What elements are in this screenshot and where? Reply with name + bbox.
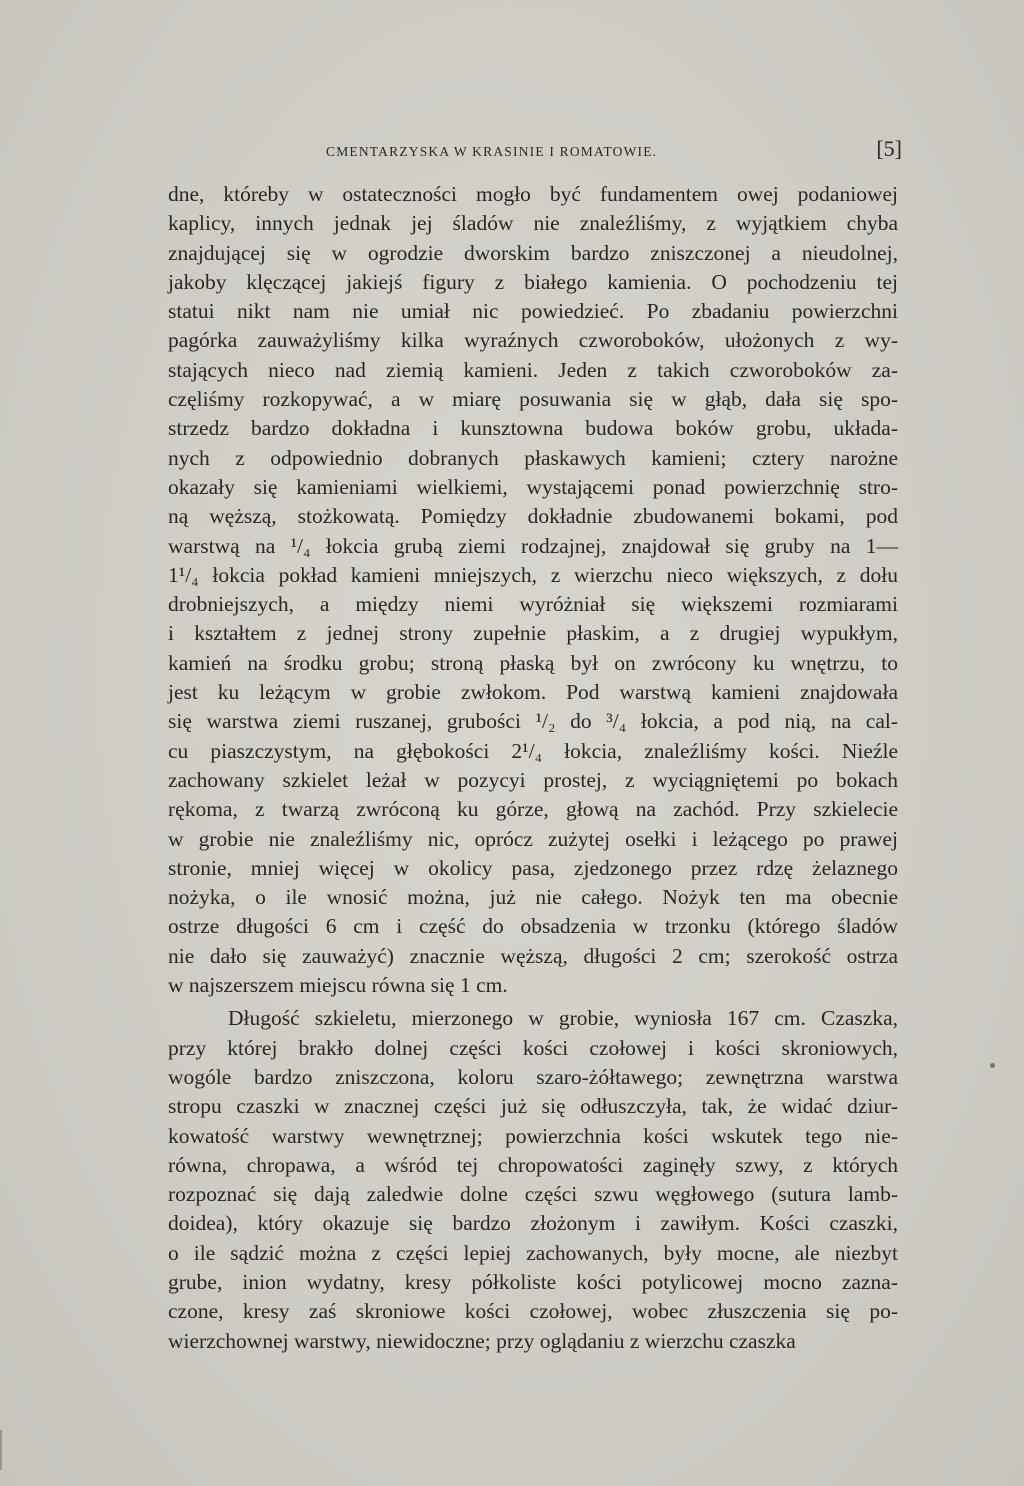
text-line: okazały się kamieniami wielkiemi, wystającemi ponad powierzchnię stro- — [168, 474, 898, 499]
text-line: kaplicy, innych jednak jej śladów nie znaleźliśmy, z wyjątkiem chyba — [168, 211, 898, 236]
text-line: i kształtem z jednej strony zupełnie płaskim, a z drugiej wypukłym, — [168, 621, 898, 646]
text-line: kowatość warstwy wewnętrznej; powierzchnia kości wskutek tego nie- — [168, 1123, 898, 1148]
page-header — [168, 136, 902, 164]
text-line: równa, chropawa, a wśród tej chropowatości zaginęły szwy, z których — [168, 1152, 898, 1177]
text-line: w grobie nie znaleźliśmy nic, oprócz zużytej osełki i leżącego po prawej — [168, 826, 898, 851]
text-line: warstwą na ¹/₄ łokcia grubą ziemi rodzajnej, znajdował się gruby na 1— — [168, 533, 898, 558]
running-title: CMENTARZYSKA W KRASINIE I ROMATOWIE. — [326, 144, 658, 159]
text-line: o ile sądzić można z części lepiej zachowanych, były mocne, ale niezbyt — [168, 1240, 898, 1265]
text-line: jakoby klęczącej jakiejś figury z białego kamienia. O pochodzeniu tej — [168, 269, 898, 294]
text-line: 1¹/₄ łokcia pokład kamieni mniejszych, z wierzchu nieco większych, z dołu — [168, 562, 898, 587]
text-line: jest ku leżącym w grobie zwłokom. Pod warstwą kamieni znajdowała — [168, 680, 898, 705]
text-line: nych z odpowiednio dobranych płaskawych kamieni; cztery narożne — [168, 445, 898, 470]
text-line: grube, inion wydatny, kresy półkoliste kości potylicowej mocno zazna- — [168, 1269, 898, 1294]
text-line: przy której brakło dolnej części kości czołowej i kości skroniowych, — [168, 1035, 898, 1060]
page-edge-mark — [0, 1430, 2, 1470]
paper-speck — [990, 1063, 995, 1068]
text-line: Długość szkieletu, mierzonego w grobie, wyniosła 167 cm. Czaszka, — [228, 1006, 898, 1031]
text-line: nie dało się zauważyć) znacznie węższą, długości 2 cm; szerokość ostrza — [168, 943, 898, 968]
text-line: wogóle bardzo zniszczona, koloru szaro-żółtawego; zewnętrzna warstwa — [168, 1064, 898, 1089]
text-line: w najszerszem miejscu równa się 1 cm. — [168, 973, 508, 998]
page-number: [5] — [876, 136, 902, 161]
text-line: znajdującej się w ogrodzie dworskim bardzo zniszczonej a nieudolnej, — [168, 240, 898, 265]
paragraph — [168, 1004, 898, 1356]
text-line: kamień na środku grobu; stroną płaską był on zwrócony ku wnętrzu, to — [168, 650, 898, 675]
paragraph — [168, 180, 898, 1000]
text-line: częliśmy rozkopywać, a w miarę posuwania się w głąb, dała się spo- — [168, 387, 898, 412]
text-line: stronie, mniej więcej w okolicy pasa, zjedzonego przez rdzę żelaznego — [168, 855, 898, 880]
text-line: strzedz bardzo dokładna i kunsztowna budowa boków grobu, układa- — [168, 416, 898, 441]
text-line: się warstwa ziemi ruszanej, grubości ¹/₂ do ³/₄ łokcia, a pod nią, na cal- — [168, 709, 898, 734]
body-text — [168, 180, 898, 1356]
text-line: pagórka zauważyliśmy kilka wyraźnych czworoboków, ułożonych z wy- — [168, 328, 898, 353]
text-line: dne, któreby w ostateczności mogło być fundamentem owej podaniowej — [168, 182, 898, 206]
text-line: wierzchownej warstwy, niewidoczne; przy oglądaniu z wierzchu czaszka — [168, 1328, 796, 1353]
text-line: ostrze długości 6 cm i część do obsadzenia w trzonku (którego śladów — [168, 914, 898, 939]
text-line: czone, kresy zaś skroniowe kości czołowej, wobec złuszczenia się po- — [168, 1299, 898, 1324]
text-line: cu piaszczystym, na głębokości 2¹/₄ łokcia, znaleźliśmy kości. Nieźle — [168, 738, 898, 763]
text-line: statui nikt nam nie umiał nic powiedzieć. Po zbadaniu powierzchni — [168, 299, 898, 324]
text-line: nożyka, o ile wnosić można, już nie całego. Nożyk ten ma obecnie — [168, 885, 898, 910]
text-line: doidea), który okazuje się bardzo złożonym i zawiłym. Kości czaszki, — [168, 1211, 898, 1236]
text-line: stających nieco nad ziemią kamieni. Jeden z takich czworoboków za- — [168, 357, 898, 382]
text-line: rękoma, z twarzą zwróconą ku górze, głową na zachód. Przy szkielecie — [168, 797, 898, 822]
text-line: rozpoznać się dają zaledwie dolne części szwu węgłowego (sutura lamb- — [168, 1182, 898, 1207]
text-line: stropu czaszki w znacznej części już się odłuszczyła, tak, że widać dziur- — [168, 1094, 898, 1119]
text-line: zachowany szkielet leżał w pozycyi prostej, z wyciągniętemi po bokach — [168, 767, 898, 792]
text-line: drobniejszych, a między niemi wyróżniał się większemi rozmiarami — [168, 592, 898, 617]
text-line: ną węższą, stożkowatą. Pomiędzy dokładnie zbudowanemi bokami, pod — [168, 504, 898, 529]
